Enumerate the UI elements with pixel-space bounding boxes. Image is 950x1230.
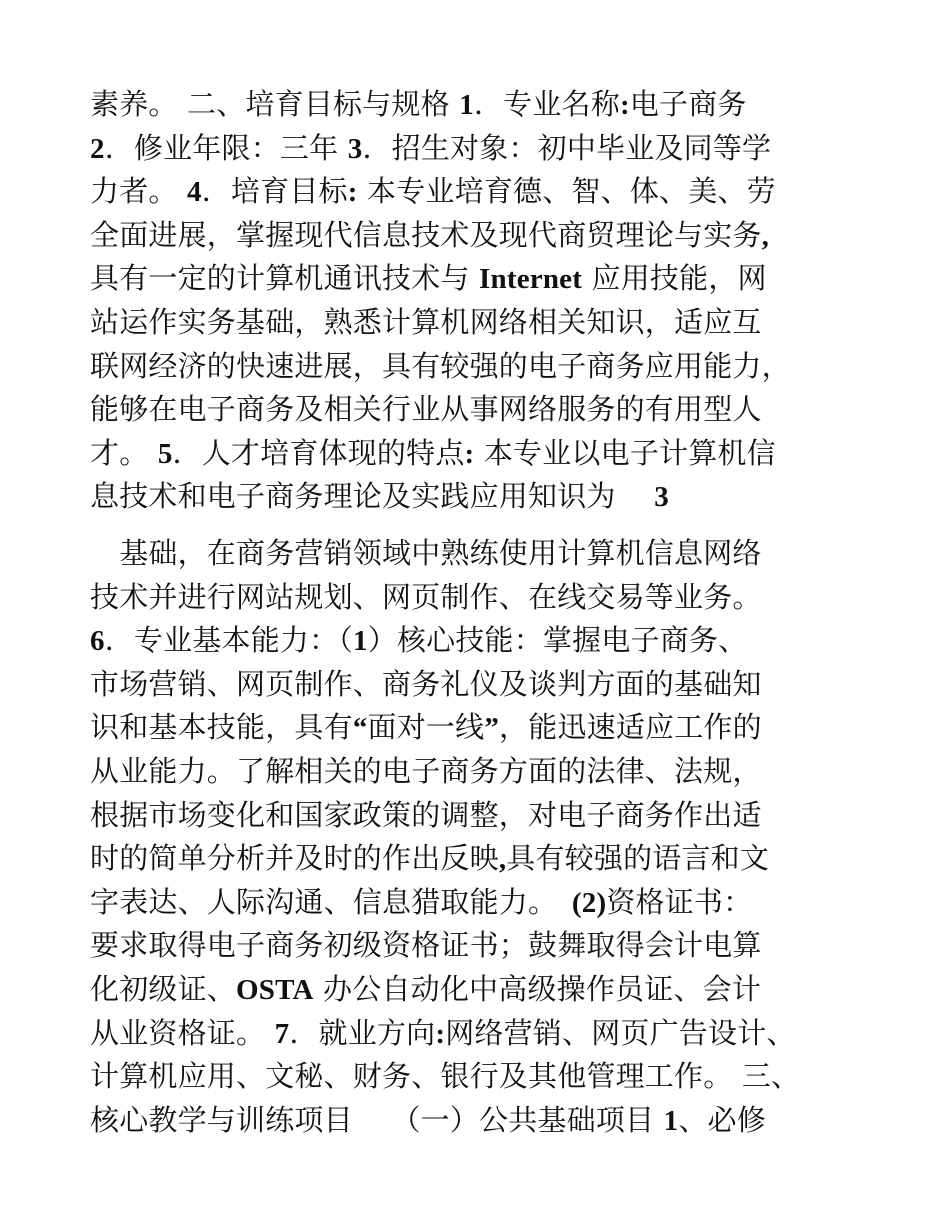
text-line xyxy=(90,126,771,170)
text-run: 电子商务 xyxy=(629,87,747,121)
text-line xyxy=(90,793,762,837)
bold-text: : xyxy=(619,89,630,121)
text-run: 站运作实务基础，熟悉计算机网络相关知识，适应互 xyxy=(90,305,762,339)
text-line xyxy=(90,213,769,257)
text-run: 基础，在商务营销领域中熟练使用计算机信息网络 xyxy=(90,536,762,570)
text-run: ．就业方向 xyxy=(289,1015,436,1050)
bold-text: : xyxy=(435,1017,446,1050)
text-run: 要求取得电子商务初级资格证书；鼓舞取得会计电算 xyxy=(90,928,762,963)
text-run: 计算机应用、文秘、财务、银行及其他管理工作。 三、 xyxy=(90,1059,801,1094)
bold-text: 1 xyxy=(353,625,368,658)
text-run: 网络营销、网页广告设计、 xyxy=(445,1015,796,1050)
text-run: 才。 xyxy=(90,435,158,470)
text-run: 技术并进行网站规划、网页制作、在线交易等业务。 xyxy=(90,579,762,614)
text-run: 面对一线 xyxy=(367,710,485,745)
text-run: ．专业名称 xyxy=(473,87,620,121)
bold-text: 2 xyxy=(90,132,105,165)
bold-text: , xyxy=(761,219,770,252)
text-run: 根据市场变化和国家政策的调整，对电子商务作出适 xyxy=(90,797,762,832)
text-line xyxy=(90,880,752,924)
text-run: 应用技能，网 xyxy=(582,261,767,296)
text-run: 本专业以电子计算机信 xyxy=(474,435,776,470)
text-run: ．专业基本能力：（ xyxy=(104,623,354,658)
bold-text: : xyxy=(464,437,475,470)
text-line xyxy=(90,749,762,793)
text-run: 从业能力。了解相关的电子商务方面的法律、法规， xyxy=(90,754,762,788)
text-line xyxy=(90,474,669,518)
text-run: 力者。 xyxy=(90,174,188,209)
text-run: 办公自动化中高级操作员证、会计 xyxy=(313,972,762,1006)
text-run: 识和基本技能，具有 xyxy=(90,710,353,745)
text-line xyxy=(90,705,762,749)
bold-text: 7 xyxy=(274,1017,290,1050)
text-line xyxy=(90,618,747,662)
text-run: 字表达、人际沟通、信息猎取能力。 xyxy=(90,884,572,919)
text-run: 全面进展，掌握现代信息技术及现代商贸理论与实务 xyxy=(90,217,762,252)
text-run: ．招生对象：初中毕业及同等学 xyxy=(362,130,772,165)
bold-text: : xyxy=(347,176,358,209)
text-run: ）核心技能：掌握电子商务、 xyxy=(367,623,748,658)
bold-text: 6 xyxy=(90,625,105,658)
bold-text: OSTA xyxy=(236,974,314,1006)
text-run: 本专业培育德、智、体、美、劳 xyxy=(357,174,776,209)
text-line xyxy=(90,575,762,619)
text-line xyxy=(90,300,762,344)
bold-text: 5 xyxy=(157,437,173,470)
text-run: 时的简单分析并及时的作出反映 xyxy=(90,841,499,876)
bold-text: 1 xyxy=(459,89,474,121)
text-line xyxy=(90,836,769,880)
text-run: ．培育目标 xyxy=(201,174,348,209)
text-run: 资格证书： xyxy=(606,884,753,919)
text-line xyxy=(90,82,747,126)
text-line xyxy=(90,1011,796,1055)
text-run: 素养。 二、培育目标与规格 xyxy=(90,87,460,121)
bold-text: (2) xyxy=(571,886,607,919)
bold-text: 3 xyxy=(654,481,669,514)
bold-text: 4 xyxy=(187,176,202,209)
text-run: 、必修 xyxy=(678,1102,766,1137)
text-line xyxy=(90,967,761,1011)
text-line xyxy=(90,531,762,575)
bold-text: Internet xyxy=(479,263,583,296)
text-run: ，能迅速适应工作的 xyxy=(499,710,762,745)
text-line xyxy=(90,256,767,300)
bold-text: 3 xyxy=(347,132,363,165)
text-line xyxy=(90,169,776,213)
text-run: ．人才培育体现的特点 xyxy=(172,435,465,470)
text-run: 市场营销、网页制作、商务礼仪及谈判方面的基础知 xyxy=(90,666,762,701)
text-line xyxy=(90,1054,800,1098)
text-run: 具有较强的语言和文 xyxy=(506,841,770,876)
text-run: 化初级证、 xyxy=(90,972,237,1006)
bold-text: , xyxy=(498,843,507,876)
text-line xyxy=(90,431,776,475)
text-line xyxy=(90,344,791,388)
text-run: 联网经济的快速进展，具有较强的电子商务应用能力， xyxy=(90,348,791,383)
text-run: ．修业年限：三年 xyxy=(104,130,348,165)
bold-text: “ xyxy=(352,712,368,745)
text-run: 从业资格证。 xyxy=(90,1015,275,1050)
text-run: 具有一定的计算机通讯技术与 xyxy=(90,261,480,296)
text-line xyxy=(90,923,762,967)
text-run: 能够在电子商务及相关行业从事网络服务的有用型人 xyxy=(90,392,762,427)
text-line xyxy=(90,387,762,431)
text-run: 息技术和电子商务理论及实践应用知识为 xyxy=(90,479,655,514)
text-line xyxy=(90,662,762,706)
text-run: 核心教学与训练项目 （一）公共基础项目 xyxy=(90,1102,664,1137)
bold-text: ” xyxy=(484,712,500,745)
text-line xyxy=(90,1098,766,1142)
bold-text: 1 xyxy=(663,1104,679,1137)
